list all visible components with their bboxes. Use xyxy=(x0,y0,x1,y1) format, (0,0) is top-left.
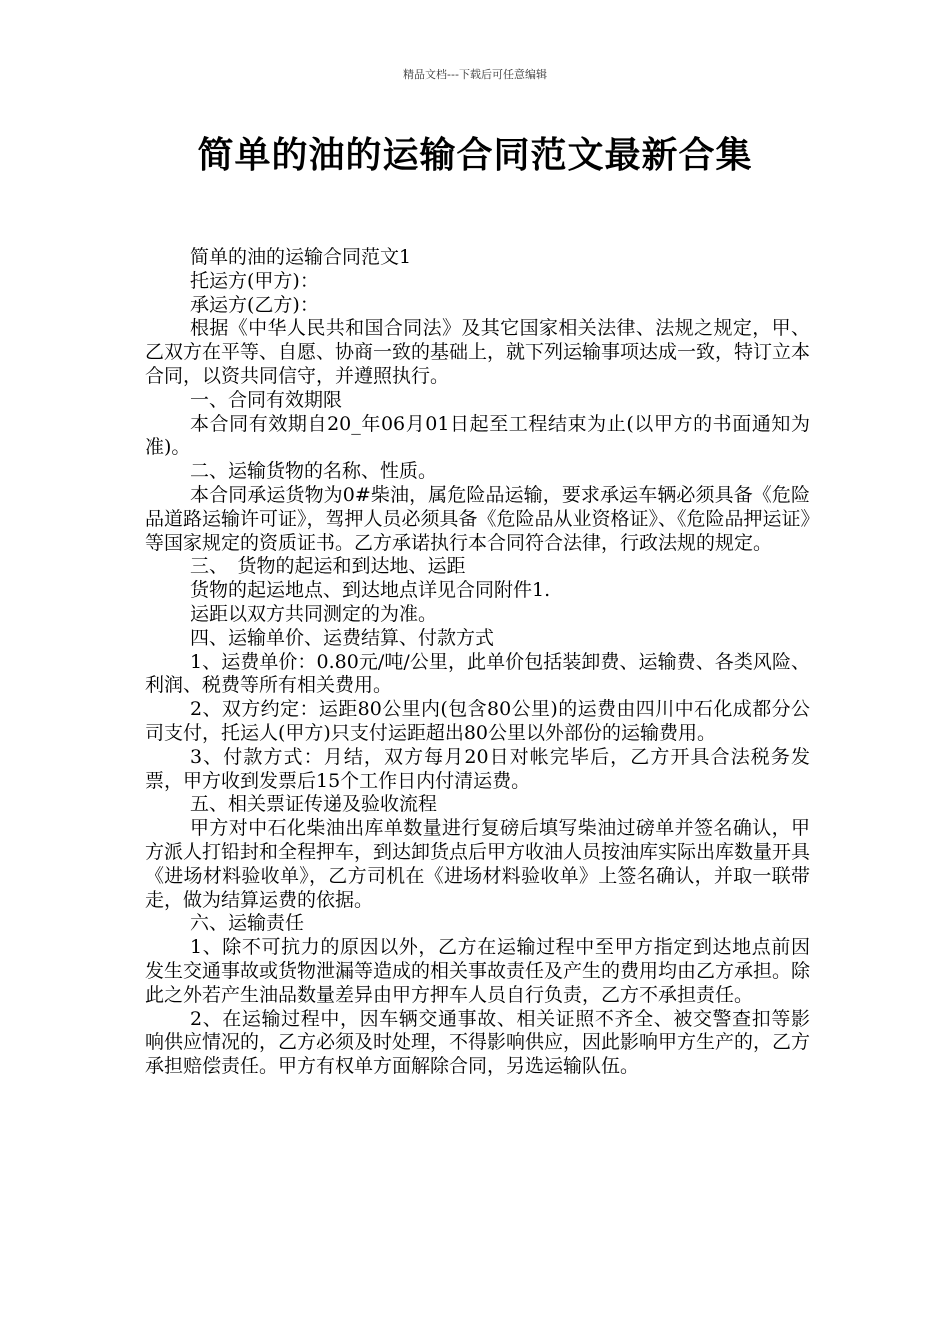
clause-paragraph: 货物的起运地点、到达地点详见合同附件1. xyxy=(190,579,551,602)
clause-heading: 四、运输单价、运费结算、付款方式 xyxy=(190,626,495,649)
document-title: 简单的油的运输合同范文最新合集 xyxy=(197,135,753,176)
clause-paragraph: 甲方对中石化柴油出库单数量进行复磅后填写柴油过磅单并签名确认，甲方派人打铅封和全程押车，到达卸货点后甲方收油人员按油库实际出库数量开具《进场材料验收单》，乙方司机在《进场材料验收单》上签名确认，并取一联带走，做为结算运费的依据。 xyxy=(145,817,811,911)
document-body xyxy=(145,246,810,1079)
clause-heading: 二、运输货物的名称、性质。 xyxy=(190,460,438,483)
clause-paragraph: 2、在运输过程中，因车辆交通事故、相关证照不齐全、被交警查扣等影响供应情况的，乙方必须及时处理，不得影响供应，因此影响甲方生产的，乙方承担赔偿责任。甲方有权单方面解除合同，另选运输队伍。 xyxy=(145,1007,811,1078)
clause-paragraph: 3、付款方式：月结，双方每月20日对帐完毕后，乙方开具合法税务发票，甲方收到发票后15个工作日内付清运费。 xyxy=(145,745,810,792)
clause-paragraph: 本合同承运货物为0#柴油，属危险品运输，要求承运车辆必须具备《危险品道路运输许可证》，驾押人员必须具备《危险品从业资格证》、《危险品押运证》等国家规定的资质证书。乙方承诺执行本合同符合法律，行政法规的规定。 xyxy=(145,483,811,554)
party-b-line: 承运方(乙方)： xyxy=(190,293,319,316)
clause-heading: 五、相关票证传递及验收流程 xyxy=(190,793,438,816)
clause-paragraph: 运距以双方共同测定的为准。 xyxy=(190,602,438,625)
clause-heading: 六、运输责任 xyxy=(190,912,305,935)
header-note: 精品文档---下载后可任意编辑 xyxy=(403,68,547,81)
clause-paragraph: 1、除不可抗力的原因以外，乙方在运输过程中至甲方指定到达地点前因发生交通事故或货物泄漏等造成的相关事故责任及产生的费用均由乙方承担。除此之外若产生油品数量差异由甲方押车人员自行负责，乙方不承担责任。 xyxy=(145,936,811,1006)
section-heading: 简单的油的运输合同范文1 xyxy=(190,246,412,268)
preamble-paragraph: 根据《中华人民共和国合同法》及其它国家相关法律、法规之规定，甲、乙双方在平等、自愿、协商一致的基础上，就下列运输事项达成一致，特订立本合同，以资共同信守，并遵照执行。 xyxy=(145,317,811,387)
clause-paragraph: 1、运费单价：0.80元/吨/公里，此单价包括装卸费、运输费、各类风险、利润、税费等所有相关费用。 xyxy=(145,650,810,697)
clause-heading: 三、 货物的起运和到达地、运距 xyxy=(190,555,466,578)
clause-paragraph: 本合同有效期自20_年06月01日起至工程结束为止(以甲方的书面通知为准)。 xyxy=(145,412,810,459)
party-a-line: 托运方(甲方)： xyxy=(190,269,319,292)
clause-paragraph: 2、双方约定：运距80公里内(包含80公里)的运费由四川中石化成都分公司支付，托运人(甲方)只支付运距超出80公里以外部份的运输费用。 xyxy=(145,698,810,744)
clause-heading: 一、合同有效期限 xyxy=(190,388,343,411)
